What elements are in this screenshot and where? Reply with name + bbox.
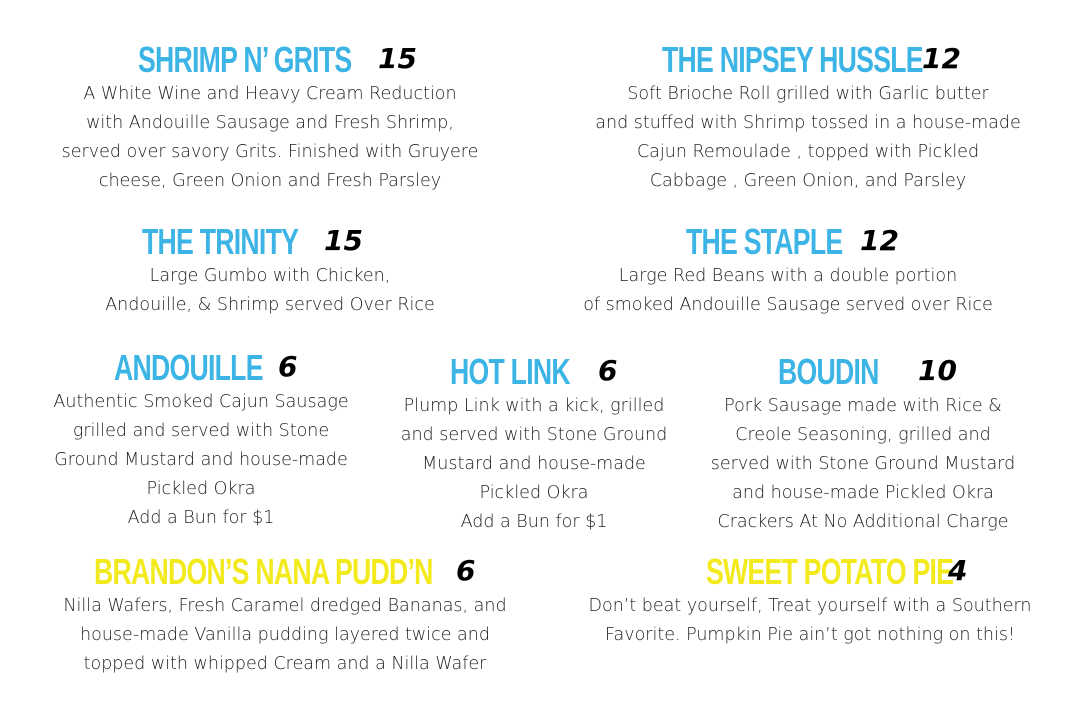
item-description: Pork Sausage made with Rice & Creole Seasoning, grilled and served with Stone Ground Mustard and house-made Pickled Okra Crackers At No Additional Charge: [710, 396, 1016, 532]
menu-item-shrimp-grits: [30, 40, 510, 200]
menu-item-the-trinity: [30, 222, 510, 322]
menu-item-andouille: [40, 348, 362, 538]
menu-item-nipsey-hussle: [568, 40, 1048, 200]
item-price: 10: [918, 354, 957, 387]
menu-item-the-staple: [568, 222, 1008, 322]
item-price: 15: [324, 224, 363, 257]
item-price: 6: [456, 554, 476, 587]
item-name: THE NIPSEY HUSSLE: [662, 39, 923, 80]
item-price: 15: [378, 42, 417, 75]
item-name: SHRIMP N’ GRITS: [138, 39, 352, 80]
menu-item-boudin: [694, 352, 1032, 542]
menu-item-hot-link: [384, 352, 684, 542]
item-name: HOT LINK: [450, 351, 570, 392]
item-description: Plump Link with a kick, grilled and served with Stone Ground Mustard and house-made Pickled Okra Add a Bun for $1: [400, 396, 668, 532]
menu-item-sweet-potato-pie: [560, 552, 1060, 662]
item-name: BOUDIN: [778, 351, 879, 392]
item-name: BRANDON’S NANA PUDD’N: [94, 551, 433, 592]
item-price: 12: [922, 42, 961, 75]
item-name: SWEET POTATO PIE: [706, 551, 954, 592]
item-name: THE TRINITY: [142, 221, 299, 262]
item-description: Nilla Wafers, Fresh Caramel dredged Bananas, and house-made Vanilla pudding layered twice and topped with whipped Cream and a Nilla Wafer: [63, 596, 507, 674]
item-description: Large Gumbo with Chicken, Andouille, & Shrimp served Over Rice: [105, 266, 435, 315]
item-name: ANDOUILLE: [114, 347, 263, 388]
item-description: Don’t beat yourself, Treat yourself with a Southern Favorite. Pumpkin Pie ain’t got nothing on this!: [588, 596, 1032, 645]
item-description: Large Red Beans with a double portion of smoked Andouille Sausage served over Rice: [583, 266, 993, 315]
item-description: Soft Brioche Roll grilled with Garlic butter and stuffed with Shrimp tossed in a house-made Cajun Remoulade , topped with Pickled Cabbage , Green Onion, and Parsley: [595, 84, 1021, 191]
item-description: A White Wine and Heavy Cream Reduction with Andouille Sausage and Fresh Shrimp, served over savory Grits. Finished with Gruyere cheese, Green Onion and Fresh Parsley: [61, 84, 479, 191]
menu-item-nana-puddn: [40, 552, 530, 692]
item-price: 12: [860, 224, 899, 257]
item-description: Authentic Smoked Cajun Sausage grilled and served with Stone Ground Mustard and house-made Pickled Okra Add a Bun for $1: [53, 392, 349, 528]
item-price: 6: [598, 354, 618, 387]
item-name: THE STAPLE: [686, 221, 843, 262]
item-price: 6: [278, 350, 298, 383]
item-price: 4: [948, 554, 968, 587]
